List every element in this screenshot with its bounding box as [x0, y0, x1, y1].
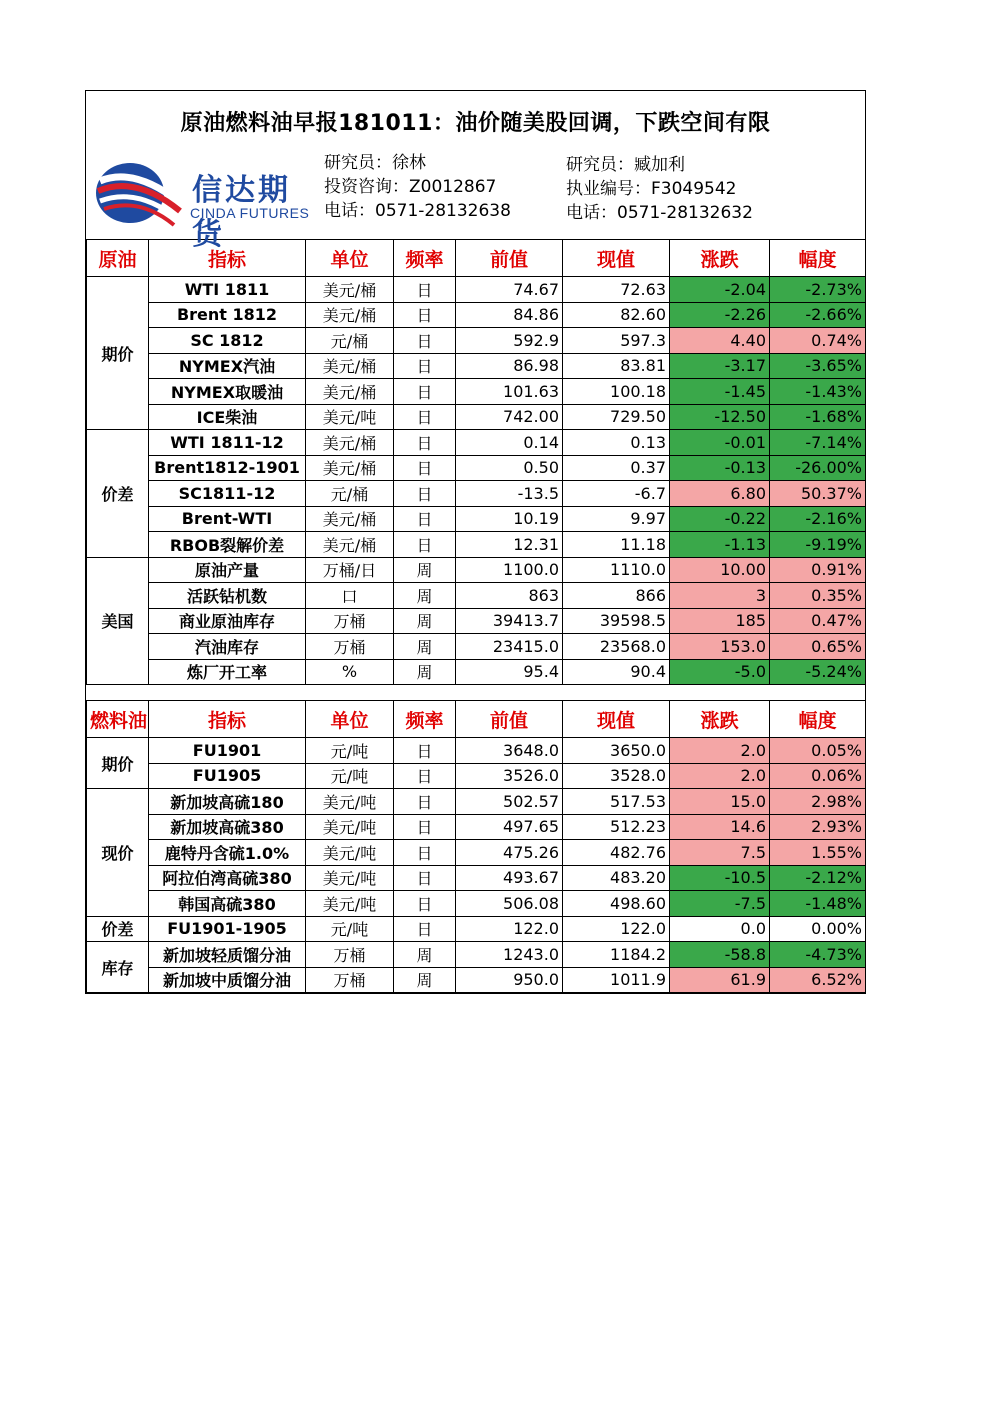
pct-change-cell: -4.73% [770, 942, 866, 968]
current-value-cell: 0.37 [563, 455, 670, 481]
pct-change-cell: -9.19% [770, 532, 866, 558]
change-header: 涨跌 [670, 240, 770, 277]
unit-cell: 美元/吨 [306, 865, 394, 891]
frequency-cell: 日 [394, 738, 456, 764]
unit-cell: 美元/吨 [306, 891, 394, 917]
frequency-cell: 日 [394, 379, 456, 405]
category-cell: 期价 [87, 277, 149, 430]
pct-change-cell: 0.65% [770, 634, 866, 660]
current-value-cell: -6.7 [563, 481, 670, 507]
frequency-cell: 日 [394, 506, 456, 532]
phone-number: 电话：0571-28132632 [566, 203, 753, 223]
pct-change-cell: -2.12% [770, 865, 866, 891]
current-value-cell: 1110.0 [563, 557, 670, 583]
unit-cell: 万桶 [306, 634, 394, 660]
current-header: 现值 [563, 701, 670, 738]
frequency-cell: 日 [394, 789, 456, 815]
pct-change-cell: 0.47% [770, 608, 866, 634]
table-row [87, 583, 866, 609]
current-value-cell: 100.18 [563, 379, 670, 405]
pct-change-cell: 0.05% [770, 738, 866, 764]
pct-change-cell: -7.14% [770, 430, 866, 456]
frequency-cell: 日 [394, 353, 456, 379]
frequency-cell: 周 [394, 967, 456, 993]
previous-value-cell: 497.65 [456, 814, 563, 840]
unit-cell: 元/吨 [306, 763, 394, 789]
change-cell: 185 [670, 608, 770, 634]
previous-value-cell: -13.5 [456, 481, 563, 507]
table-row [87, 455, 866, 481]
current-value-cell: 866 [563, 583, 670, 609]
indicator-cell: 鹿特丹含硫1.0% [149, 840, 306, 866]
table-row [87, 738, 866, 764]
unit-cell: 万桶/日 [306, 557, 394, 583]
researcher-name: 研究员：臧加利 [566, 155, 685, 175]
pct-change-cell: -1.48% [770, 891, 866, 917]
unit-cell: 美元/桶 [306, 506, 394, 532]
indicator-cell: ICE柴油 [149, 404, 306, 430]
table-row [87, 532, 866, 558]
researcher-name: 研究员：徐林 [324, 153, 426, 173]
pct-change-cell: -1.68% [770, 404, 866, 430]
frequency-cell: 周 [394, 634, 456, 660]
previous-value-cell: 39413.7 [456, 608, 563, 634]
frequency-cell: 日 [394, 302, 456, 328]
category-cell: 现价 [87, 789, 149, 917]
previous-value-cell: 84.86 [456, 302, 563, 328]
report-sheet [85, 90, 866, 994]
pct-change-cell: -26.00% [770, 455, 866, 481]
category-cell: 库存 [87, 942, 149, 993]
previous-header: 前值 [456, 701, 563, 738]
indicator-cell: 原油产量 [149, 557, 306, 583]
pct-change-cell: 0.00% [770, 916, 866, 942]
frequency-cell: 周 [394, 583, 456, 609]
frequency-cell: 日 [394, 814, 456, 840]
previous-value-cell: 863 [456, 583, 563, 609]
previous-header: 前值 [456, 240, 563, 277]
current-value-cell: 72.63 [563, 277, 670, 303]
table-row [87, 302, 866, 328]
current-value-cell: 9.97 [563, 506, 670, 532]
current-header: 现值 [563, 240, 670, 277]
previous-value-cell: 23415.0 [456, 634, 563, 660]
current-value-cell: 23568.0 [563, 634, 670, 660]
indicator-cell: WTI 1811 [149, 277, 306, 303]
table-row [87, 557, 866, 583]
previous-value-cell: 3648.0 [456, 738, 563, 764]
current-value-cell: 729.50 [563, 404, 670, 430]
unit-cell: 美元/桶 [306, 379, 394, 405]
contact-researcher-2 [566, 153, 753, 225]
unit-cell: 美元/吨 [306, 789, 394, 815]
change-cell: -0.01 [670, 430, 770, 456]
current-value-cell: 122.0 [563, 916, 670, 942]
indicator-cell: Brent-WTI [149, 506, 306, 532]
current-value-cell: 39598.5 [563, 608, 670, 634]
unit-header: 单位 [306, 701, 394, 738]
category-cell: 美国 [87, 557, 149, 685]
frequency-cell: 周 [394, 557, 456, 583]
change-cell: 2.0 [670, 763, 770, 789]
category-cell: 价差 [87, 430, 149, 558]
pct-change-cell: -2.66% [770, 302, 866, 328]
previous-value-cell: 742.00 [456, 404, 563, 430]
indicator-header: 指标 [149, 240, 306, 277]
current-value-cell: 483.20 [563, 865, 670, 891]
table-row [87, 916, 866, 942]
table-row [87, 277, 866, 303]
frequency-cell: 日 [394, 891, 456, 917]
unit-cell: 元/桶 [306, 328, 394, 354]
frequency-cell: 日 [394, 404, 456, 430]
frequency-cell: 日 [394, 840, 456, 866]
previous-value-cell: 1243.0 [456, 942, 563, 968]
previous-value-cell: 950.0 [456, 967, 563, 993]
unit-cell: 口 [306, 583, 394, 609]
indicator-header: 指标 [149, 701, 306, 738]
license-number: 投资咨询：Z0012867 [324, 177, 497, 197]
change-cell: -0.13 [670, 455, 770, 481]
current-value-cell: 482.76 [563, 840, 670, 866]
previous-value-cell: 506.08 [456, 891, 563, 917]
current-value-cell: 3528.0 [563, 763, 670, 789]
indicator-cell: FU1901 [149, 738, 306, 764]
current-value-cell: 1011.9 [563, 967, 670, 993]
frequency-cell: 周 [394, 942, 456, 968]
table-row [87, 634, 866, 660]
current-value-cell: 11.18 [563, 532, 670, 558]
indicator-cell: Brent 1812 [149, 302, 306, 328]
table-row [87, 865, 866, 891]
previous-value-cell: 1100.0 [456, 557, 563, 583]
frequency-cell: 日 [394, 763, 456, 789]
change-cell: -3.17 [670, 353, 770, 379]
change-cell: -2.26 [670, 302, 770, 328]
indicator-cell: FU1901-1905 [149, 916, 306, 942]
unit-cell: 元/桶 [306, 481, 394, 507]
pct-change-cell: -2.73% [770, 277, 866, 303]
table-row [87, 404, 866, 430]
indicator-cell: 新加坡中质馏分油 [149, 967, 306, 993]
frequency-cell: 日 [394, 430, 456, 456]
change-cell: 2.0 [670, 738, 770, 764]
current-value-cell: 82.60 [563, 302, 670, 328]
current-value-cell: 597.3 [563, 328, 670, 354]
current-value-cell: 498.60 [563, 891, 670, 917]
section-spacer [87, 685, 866, 701]
header-info [86, 151, 865, 252]
change-cell: 15.0 [670, 789, 770, 815]
change-cell: 14.6 [670, 814, 770, 840]
change-cell: 61.9 [670, 967, 770, 993]
change-cell: 153.0 [670, 634, 770, 660]
frequency-cell: 日 [394, 916, 456, 942]
frequency-cell: 日 [394, 277, 456, 303]
unit-cell: 美元/桶 [306, 302, 394, 328]
table-row [87, 840, 866, 866]
logo-name-cn: 信达期货 [192, 173, 291, 252]
logo-emblem-icon [94, 157, 184, 229]
table-row [87, 814, 866, 840]
table-row [87, 353, 866, 379]
table-row [87, 379, 866, 405]
pct-change-cell: 1.55% [770, 840, 866, 866]
previous-value-cell: 10.19 [456, 506, 563, 532]
unit-cell: 元/吨 [306, 738, 394, 764]
change-cell: -5.0 [670, 659, 770, 685]
previous-value-cell: 0.14 [456, 430, 563, 456]
change-cell: 4.40 [670, 328, 770, 354]
table-row [87, 659, 866, 685]
current-value-cell: 83.81 [563, 353, 670, 379]
previous-value-cell: 3526.0 [456, 763, 563, 789]
unit-cell: 万桶 [306, 942, 394, 968]
pct-change-cell: 2.98% [770, 789, 866, 815]
current-value-cell: 517.53 [563, 789, 670, 815]
change-cell: 6.80 [670, 481, 770, 507]
change-cell: -12.50 [670, 404, 770, 430]
previous-value-cell: 475.26 [456, 840, 563, 866]
table-row [87, 506, 866, 532]
table-row [87, 967, 866, 993]
indicator-cell: NYMEX取暖油 [149, 379, 306, 405]
indicator-cell: SC1811-12 [149, 481, 306, 507]
change-cell: -1.45 [670, 379, 770, 405]
table-row [87, 430, 866, 456]
indicator-cell: 汽油库存 [149, 634, 306, 660]
frequency-cell: 日 [394, 532, 456, 558]
change-cell: 10.00 [670, 557, 770, 583]
pct-change-cell: 0.06% [770, 763, 866, 789]
indicator-cell: 商业原油库存 [149, 608, 306, 634]
change-cell: -10.5 [670, 865, 770, 891]
unit-cell: 美元/桶 [306, 353, 394, 379]
unit-cell: 美元/吨 [306, 840, 394, 866]
category-cell: 期价 [87, 738, 149, 789]
previous-value-cell: 101.63 [456, 379, 563, 405]
report-title: 原油燃料油早报181011：油价随美股回调，下跌空间有限 [180, 110, 771, 136]
logo-name-en: CINDA FUTURES [190, 205, 310, 221]
company-logo [94, 157, 320, 252]
previous-value-cell: 122.0 [456, 916, 563, 942]
frequency-header: 频率 [394, 701, 456, 738]
unit-cell: 万桶 [306, 967, 394, 993]
category-cell: 价差 [87, 916, 149, 942]
current-value-cell: 90.4 [563, 659, 670, 685]
category-header: 原油 [87, 240, 149, 277]
previous-value-cell: 592.9 [456, 328, 563, 354]
previous-value-cell: 12.31 [456, 532, 563, 558]
table-row [87, 789, 866, 815]
change-cell: 3 [670, 583, 770, 609]
previous-value-cell: 502.57 [456, 789, 563, 815]
frequency-cell: 日 [394, 481, 456, 507]
current-value-cell: 3650.0 [563, 738, 670, 764]
indicator-cell: 活跃钻机数 [149, 583, 306, 609]
unit-cell: % [306, 659, 394, 685]
change-cell: -1.13 [670, 532, 770, 558]
phone-number: 电话：0571-28132638 [324, 201, 511, 221]
indicator-cell: 阿拉伯湾高硫380 [149, 865, 306, 891]
pct-header: 幅度 [770, 701, 866, 738]
unit-cell: 美元/桶 [306, 532, 394, 558]
change-cell: -58.8 [670, 942, 770, 968]
frequency-cell: 日 [394, 865, 456, 891]
unit-cell: 美元/吨 [306, 404, 394, 430]
current-value-cell: 512.23 [563, 814, 670, 840]
previous-value-cell: 95.4 [456, 659, 563, 685]
frequency-cell: 日 [394, 328, 456, 354]
table-row [87, 942, 866, 968]
table-row [87, 481, 866, 507]
indicator-cell: 新加坡高硫180 [149, 789, 306, 815]
frequency-cell: 日 [394, 455, 456, 481]
frequency-header: 频率 [394, 240, 456, 277]
data-table [86, 239, 866, 993]
unit-cell: 美元/桶 [306, 277, 394, 303]
unit-cell: 美元/桶 [306, 430, 394, 456]
pct-change-cell: -1.43% [770, 379, 866, 405]
change-cell: -0.22 [670, 506, 770, 532]
pct-change-cell: 0.35% [770, 583, 866, 609]
pct-change-cell: -3.65% [770, 353, 866, 379]
indicator-cell: 炼厂开工率 [149, 659, 306, 685]
table-row [87, 328, 866, 354]
pct-change-cell: -2.16% [770, 506, 866, 532]
indicator-cell: 新加坡高硫380 [149, 814, 306, 840]
table-row [87, 891, 866, 917]
unit-cell: 美元/吨 [306, 814, 394, 840]
table-row [87, 608, 866, 634]
unit-header: 单位 [306, 240, 394, 277]
change-cell: 0.0 [670, 916, 770, 942]
indicator-cell: Brent1812-1901 [149, 455, 306, 481]
category-header: 燃料油 [87, 701, 149, 738]
previous-value-cell: 86.98 [456, 353, 563, 379]
indicator-cell: WTI 1811-12 [149, 430, 306, 456]
pct-change-cell: -5.24% [770, 659, 866, 685]
table-row [87, 763, 866, 789]
frequency-cell: 周 [394, 608, 456, 634]
change-cell: -7.5 [670, 891, 770, 917]
change-cell: 7.5 [670, 840, 770, 866]
previous-value-cell: 0.50 [456, 455, 563, 481]
change-header: 涨跌 [670, 701, 770, 738]
pct-change-cell: 50.37% [770, 481, 866, 507]
frequency-cell: 周 [394, 659, 456, 685]
indicator-cell: SC 1812 [149, 328, 306, 354]
previous-value-cell: 493.67 [456, 865, 563, 891]
current-value-cell: 1184.2 [563, 942, 670, 968]
current-value-cell: 0.13 [563, 430, 670, 456]
indicator-cell: RBOB裂解价差 [149, 532, 306, 558]
license-number: 执业编号：F3049542 [566, 179, 737, 199]
previous-value-cell: 74.67 [456, 277, 563, 303]
pct-header: 幅度 [770, 240, 866, 277]
change-cell: -2.04 [670, 277, 770, 303]
unit-cell: 元/吨 [306, 916, 394, 942]
pct-change-cell: 2.93% [770, 814, 866, 840]
pct-change-cell: 0.74% [770, 328, 866, 354]
indicator-cell: 韩国高硫380 [149, 891, 306, 917]
indicator-cell: 新加坡轻质馏分油 [149, 942, 306, 968]
fuel-header-row [87, 701, 866, 738]
pct-change-cell: 6.52% [770, 967, 866, 993]
indicator-cell: FU1905 [149, 763, 306, 789]
spacer-cell [87, 685, 866, 701]
indicator-cell: NYMEX汽油 [149, 353, 306, 379]
unit-cell: 美元/桶 [306, 455, 394, 481]
contact-researcher-1 [324, 151, 511, 223]
pct-change-cell: 0.91% [770, 557, 866, 583]
unit-cell: 万桶 [306, 608, 394, 634]
